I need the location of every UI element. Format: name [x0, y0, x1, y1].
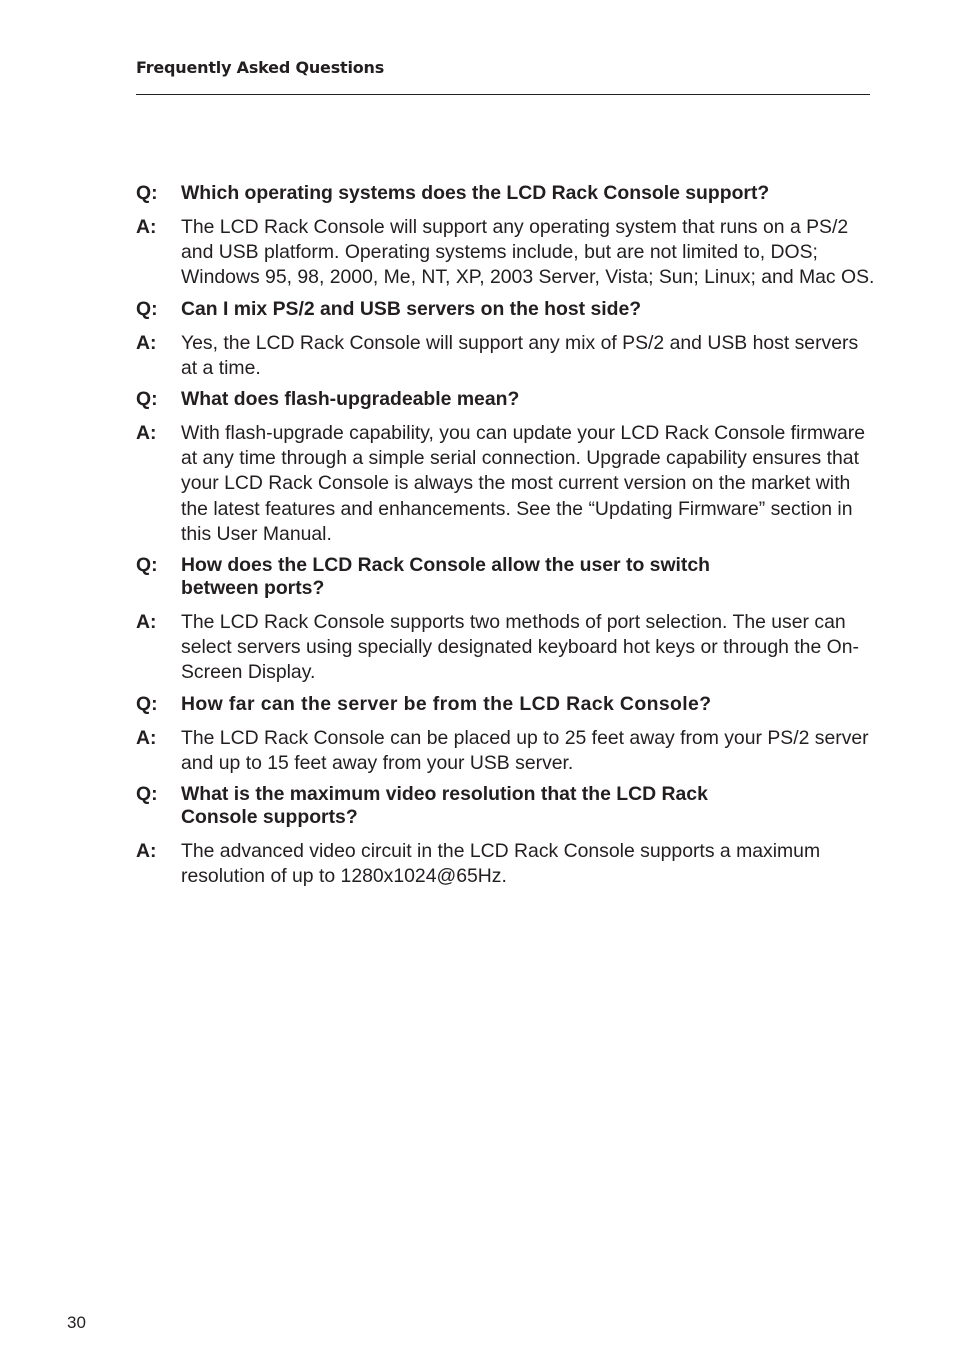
faq-answer — [136, 610, 876, 686]
answer-marker: A: — [136, 216, 157, 238]
answer-text: The advanced video circuit in the LCD Rack Console supports a maximum resolution of up to 1280x1024@65Hz. — [181, 840, 821, 888]
question-text: Can I mix PS/2 and USB servers on the host side? — [181, 297, 642, 320]
answer-text: The LCD Rack Console supports two methods of port selection. The user can select servers using specially designated keyboard hot keys or through the On-Screen Display. — [181, 611, 859, 684]
answer-text: With flash-upgrade capability, you can update your LCD Rack Console firmware at any time through a simple serial connection. Upgrade capability ensures that your LCD Rack Console is always the most current version on the market with the latest features and enhancements. See the “Updating Firmware” section in this User Manual. — [181, 422, 866, 545]
header-divider — [136, 94, 870, 95]
answer-marker: A: — [136, 611, 157, 634]
answer-marker: A: — [136, 331, 157, 354]
question-text: Which operating systems does the LCD Rack Console support? — [181, 182, 770, 204]
page-number: 30 — [67, 1313, 86, 1332]
question-marker: Q: — [136, 297, 158, 320]
question-marker: Q: — [136, 388, 158, 411]
answer-text: Yes, the LCD Rack Console will support any mix of PS/2 and USB host servers at a time. — [181, 331, 859, 379]
question-text: How far can the server be from the LCD Rack Console? — [181, 692, 712, 715]
faq-question — [136, 554, 876, 600]
section-title: Frequently Asked Questions — [136, 58, 385, 77]
faq-question — [136, 693, 876, 716]
faq-question — [136, 182, 876, 205]
answer-marker: A: — [136, 422, 157, 445]
question-marker: Q: — [136, 554, 158, 577]
faq-answer — [136, 215, 876, 291]
faq-list — [136, 182, 876, 896]
question-marker: Q: — [136, 783, 158, 806]
faq-answer — [136, 331, 876, 381]
answer-text: The LCD Rack Console can be placed up to 25 feet away from your PS/2 server and up to 15 feet away from your USB server. — [181, 726, 869, 774]
question-text — [181, 783, 876, 829]
question-line: How does the LCD Rack Console allow the user to switch — [181, 554, 711, 577]
question-marker: Q: — [136, 692, 158, 715]
question-line: between ports? — [181, 577, 325, 600]
faq-answer — [136, 726, 876, 776]
faq-answer — [136, 421, 876, 547]
question-text: What does flash-upgradeable mean? — [181, 388, 520, 411]
question-text — [181, 554, 876, 600]
faq-question — [136, 298, 876, 321]
question-line: What is the maximum video resolution that the LCD Rack — [181, 783, 708, 806]
answer-marker: A: — [136, 726, 157, 749]
question-marker: Q: — [136, 182, 158, 204]
faq-answer — [136, 839, 876, 889]
faq-question — [136, 388, 876, 411]
answer-text: The LCD Rack Console will support any operating system that runs on a PS/2 and USB platform. Operating systems include, but are not limited to, DOS; Windows 95, 98, 2000, Me, NT, XP, 2003 Server, Vista; Sun; Linux; and Mac OS. — [181, 216, 875, 289]
question-line: Console supports? — [181, 806, 358, 829]
answer-marker: A: — [136, 840, 157, 863]
faq-question — [136, 783, 876, 829]
